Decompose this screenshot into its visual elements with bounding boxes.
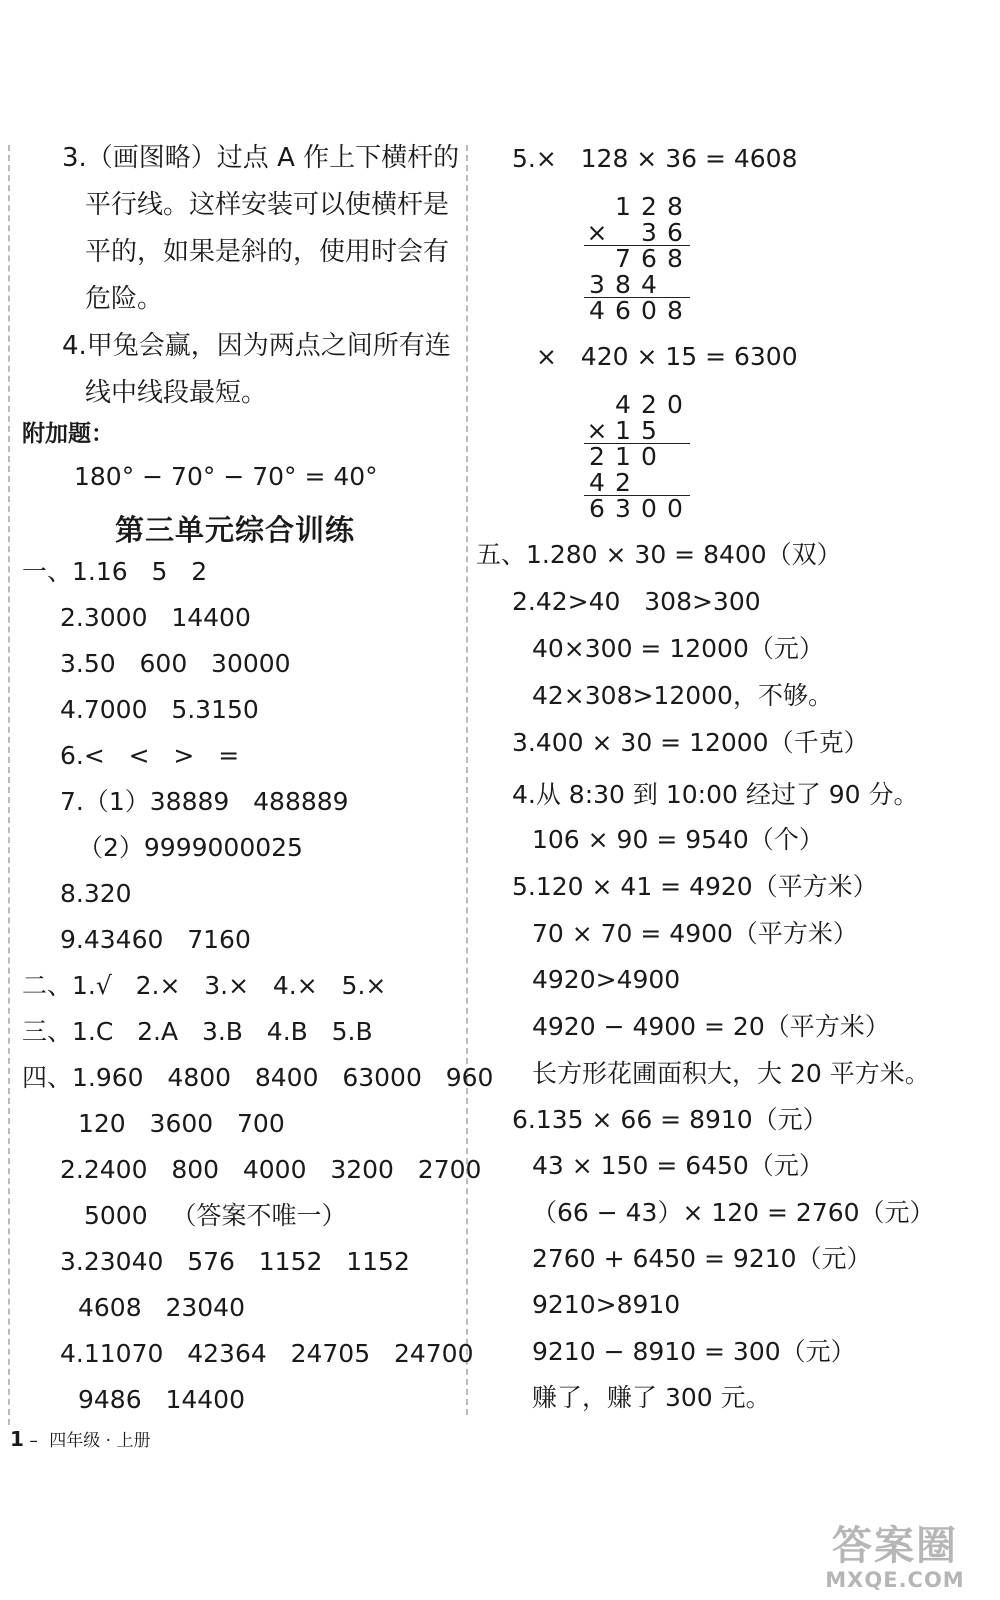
- q3-line4: 危险。: [85, 284, 164, 314]
- s5-line7: 106 × 90 = 9540（个）: [532, 825, 824, 854]
- footer-dash: –: [29, 1431, 38, 1451]
- vertical-multiplication-1: [584, 194, 688, 324]
- s1-line6: 7.（1）38889 488889: [60, 787, 349, 816]
- calc1-rule: [584, 297, 690, 298]
- s5-line12: 长方形花圃面积大，大 20 平方米。: [532, 1059, 930, 1088]
- extra-heading: 附加题：: [22, 421, 114, 447]
- extra-formula: 180° − 70° − 70° = 40°: [74, 462, 378, 491]
- s5-line17: 9210>8910: [532, 1290, 681, 1319]
- s4-line1: 四、1.960 4800 8400 63000 960: [22, 1063, 494, 1092]
- s5-line8: 5.120 × 41 = 4920（平方米）: [512, 872, 878, 901]
- s4-line8: 9486 14400: [78, 1385, 245, 1414]
- page-number: 1: [10, 1427, 24, 1451]
- s1-line2: 2.3000 14400: [60, 603, 251, 632]
- q4-line1: 4.甲兔会赢，因为两点之间所有连: [62, 331, 451, 361]
- watermark-url: MXQE.COM: [825, 1568, 965, 1592]
- watermark-title: 答案圈: [832, 1523, 958, 1569]
- calc1-row: 1 2 8: [615, 192, 683, 221]
- q3-line2: 平行线。这样安装可以使横杆是: [85, 190, 450, 220]
- calc2-row: 4 2: [589, 468, 631, 497]
- s5-line18: 9210 − 8910 = 300（元）: [532, 1337, 856, 1366]
- s3-line: 三、1.C 2.A 3.B 4.B 5.B: [22, 1017, 373, 1046]
- s5-line19: 赚了，赚了 300 元。: [532, 1383, 771, 1412]
- s4-line3: 2.2400 800 4000 3200 2700: [60, 1155, 482, 1184]
- calc1-row: 7 6 8: [615, 244, 683, 273]
- q5-first-line: 5.× 128 × 36 = 4608: [512, 144, 798, 173]
- q4-line2: 线中线段最短。: [85, 378, 268, 408]
- s5-line1: 五、1.280 × 30 = 8400（双）: [476, 540, 842, 569]
- s1-line3: 3.50 600 30000: [60, 649, 291, 678]
- s5-line6: 4.从 8:30 到 10:00 经过了 90 分。: [512, 780, 919, 809]
- s5-line15: （66 − 43）× 120 = 2760（元）: [532, 1198, 935, 1227]
- q3-line1-text: 3.（画图略）过点 A 作上下横杆的: [62, 143, 460, 173]
- left-margin-rule: [8, 145, 10, 1425]
- s4-line6: 4608 23040: [78, 1293, 245, 1322]
- page-footer: [10, 1426, 150, 1451]
- s4-line5: 3.23040 576 1152 1152: [60, 1247, 410, 1276]
- calc2-rule: [584, 495, 690, 496]
- s4-line7: 4.11070 42364 24705 24700: [60, 1339, 474, 1368]
- s1-line9: 9.43460 7160: [60, 925, 251, 954]
- s1-line1: 一、1.16 5 2: [22, 557, 208, 586]
- calc2-rule: [584, 443, 690, 444]
- calc1-row: 3 8 4: [589, 270, 657, 299]
- s5-line2: 2.42>40 308>300: [512, 587, 761, 616]
- s5-line13: 6.135 × 66 = 8910（元）: [512, 1105, 828, 1134]
- column-divider: [466, 145, 468, 1415]
- s5-line5: 3.400 × 30 = 12000（千克）: [512, 728, 869, 757]
- s5-line16: 2760 + 6450 = 9210（元）: [532, 1244, 872, 1273]
- s5-line11: 4920 − 4900 = 20（平方米）: [532, 1012, 890, 1041]
- footer-grade: 四年级 · 上册: [49, 1431, 151, 1451]
- s1-line5: 6.< < > =: [60, 741, 240, 770]
- s1-line8: 8.320: [60, 879, 132, 908]
- watermark-logo: [800, 1524, 990, 1592]
- s1-line4: 4.7000 5.3150: [60, 695, 259, 724]
- s5-line10: 4920>4900: [532, 965, 681, 994]
- unit-title: 第三单元综合训练: [114, 513, 355, 547]
- s4-line2: 120 3600 700: [78, 1109, 285, 1138]
- calc2-row: 4 2 0: [615, 390, 683, 419]
- calc2-row: × 1 5: [586, 416, 657, 445]
- calc2-row: 2 1 0: [589, 442, 657, 471]
- calc1-row: × 3 6: [586, 218, 683, 247]
- s2-line: 二、1.√ 2.× 3.× 4.× 5.×: [22, 971, 387, 1000]
- q5-second-line: × 420 × 15 = 6300: [536, 342, 798, 371]
- s5-line3: 40×300 = 12000（元）: [532, 634, 824, 663]
- calc1-rule: [584, 245, 690, 246]
- s5-line4: 42×308>12000，不够。: [532, 681, 833, 710]
- calc2-row: 6 3 0 0: [589, 494, 683, 523]
- calc1-row: 4 6 0 8: [589, 296, 683, 325]
- q3-line3: 平的，如果是斜的，使用时会有: [85, 237, 450, 267]
- vertical-multiplication-2: [584, 392, 688, 522]
- s5-line14: 43 × 150 = 6450（元）: [532, 1151, 824, 1180]
- s4-line4: 5000 （答案不唯一）: [84, 1201, 347, 1230]
- s1-line7: （2）9999000025: [78, 833, 303, 862]
- s5-line9: 70 × 70 = 4900（平方米）: [532, 919, 858, 948]
- q3-line1: [62, 143, 459, 173]
